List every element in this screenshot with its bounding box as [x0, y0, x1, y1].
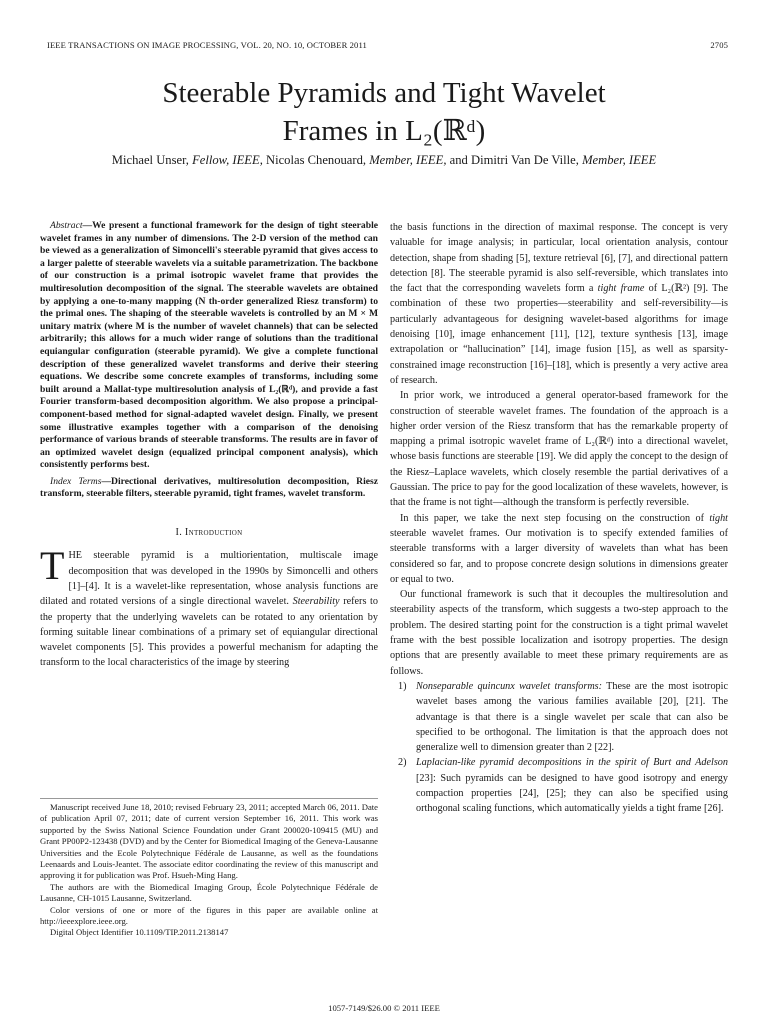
footnote-color: Color versions of one or more of the figures in this paper are available online at http://ieeexplore.ieee.org.: [40, 904, 378, 927]
author-1-name: Michael Unser,: [111, 153, 189, 167]
author-list: [0, 153, 768, 168]
drop-cap: T: [40, 543, 65, 589]
right-p3-text-b: steerable wavelet frames. Our motivation is to specify extended families of steerable transforms with a larger diversity of wavelets than what has been considered so far, and to propose concrete design solutions in dimensions greater or equal to two.: [390, 527, 728, 585]
right-p1-text-a: the basis functions in the direction of maximal response. The concept is very valuable for image analysis; in particular, local orientation analysis, contour detection, shape from shading [5], texture retrieval [6], [7], and directional pattern detection [8]. The steerable pyramid is also self-reversible, which translates into the fact that the corresponding wavelets form a: [390, 222, 728, 295]
abstract: [40, 220, 378, 472]
abstract-lead: Abstract: [50, 220, 83, 231]
footnote-doi: Digital Object Identifier 10.1109/TIP.2011.2138147: [50, 927, 229, 938]
intro-steerability: Steerability: [292, 596, 340, 608]
list-item-lead: Laplacian-like pyramid decompositions in the spirit of Burt and Adelson: [416, 757, 728, 769]
right-column: [390, 220, 728, 817]
list-item: [390, 679, 728, 755]
footnote-affiliation: The authors are with the Biomedical Imaging Group, École Polytechnique Fédérale de Lausanne, CH-1015 Lausanne, Switzerland.: [40, 881, 378, 904]
index-terms-lead: Index Terms: [50, 475, 102, 487]
abstract-text: —We present a functional framework for the design of tight steerable wavelet frames in any number of dimensions. The 2-D version of the method can be viewed as a generalization of Simoncelli's steerable pyramid that gives access to a larger palette of steerable wavelets via a suitable parametrization. The backbone of our construction is a primal isotropic wavelet frame that provides the multiresolution decomposition of the signal. The steerable wavelets are obtained by applying a one-to-many mapping (N th-order generalized Riesz transform) to the primal ones. The shaping of the steerable wavelets is controlled by an M × M unitary matrix (where M is the number of wavelet channels) that can be selected arbitrarily; this allows for a much wider range of solutions than the traditional equiangular configuration (steerable pyramid). We give a complete functional description of these generalized wavelet transforms and derive their steering equations. We describe some concrete examples of transforms, including some built around a Mallat-type multiresolution analysis of L₂(ℝᵈ), and provide a fast Fourier transform-based decomposition algorithm. We also propose a principal-component-based method for signal-adapted wavelet design. Finally, we present some illustrative examples together with a comparison of the denoising performance of various brands of steerable transforms. The results are in favor of an optimized wavelet design (equalized principal component analysis), which consistently performs best.: [40, 220, 378, 471]
footnote-rule: [40, 798, 378, 799]
footnote-manuscript: Manuscript received June 18, 2010; revised February 23, 2011; accepted March 06, 2011. Date of publication April 07, 2011; date of current version September 16, 2011. This work was supported by the Swiss National Science Foundation under Grant 200020-109415 (MU) and Grant PP00P2-123438 (DVD) and by the Center for Biomedical Imaging of the Geneva-Lausanne Universities and the Ecole Polytechnique Fédérale de Lausanne, as well as the foundations Leenaards and Louis-Jeantet. The associate editor coordinating the review of this manuscript and approving it for publication was Prof. Hsueh-Ming Hang.: [40, 802, 378, 881]
running-head: [47, 40, 728, 54]
author-2-name: Nicolas Chenouard,: [266, 153, 367, 167]
section-heading: [40, 525, 378, 540]
right-p3-emph: tight: [709, 512, 728, 524]
right-paragraph-1: [390, 220, 728, 388]
design-options-list: [390, 679, 728, 817]
list-item-number: 2): [398, 757, 407, 769]
index-terms: [40, 476, 378, 501]
intro-text-1: HE steerable pyramid is a multiorientation, multiscale image decomposition that was developed in the 1990s by Simoncelli and others [1]–[4]. It is a wavelet-like representation, whose analysis functions are dilated and rotated versions of a single directional wavelet.: [40, 550, 378, 608]
right-paragraph-2: In prior work, we introduced a general operator-based framework for the construction of steerable wavelet frames. The foundation of the approach is a higher order version of the Riesz transform that has the remarkable property of mapping a primal isotropic wavelet frame of L₂(ℝᵈ) into a directional wavelet, whose basis functions are steerable [19]. We did apply the concept to the design of the Riesz–Laplace wavelets, which closely resemble the partial derivatives of a Gaussian. The price to pay for the good localization of these wavelets, however, is that the frame is not tight—although the transform is perfectly reversible.: [390, 390, 728, 509]
author-2-role: Member, IEEE,: [369, 153, 447, 167]
right-paragraph-3: [390, 511, 728, 587]
right-p1-emph: tight frame: [597, 283, 645, 295]
list-item-text: [23]: Such pyramids can be designed to have good isotropy and energy compaction properties [24], [25]; they can also be specified using orthogonal scaling functions, which automatically yields a tight frame [26].: [416, 772, 728, 815]
author-and: and: [449, 153, 468, 167]
title-line-2: Frames in L₂(ℝᵈ): [282, 115, 486, 147]
right-p3-text-a: In this paper, we take the next step focusing on the construction of: [400, 512, 710, 524]
intro-paragraph: [40, 543, 378, 670]
author-1-role: Fellow, IEEE,: [192, 153, 263, 167]
list-item: [390, 755, 728, 816]
title-line-1: Steerable Pyramids and Tight Wavelet: [162, 77, 606, 109]
left-column: [40, 220, 378, 671]
author-3-name: Dimitri Van De Ville,: [470, 153, 579, 167]
author-3-role: Member, IEEE: [582, 153, 657, 167]
journal-name: IEEE TRANSACTIONS ON IMAGE PROCESSING, VOL. 20, NO. 10, OCTOBER 2011: [47, 40, 367, 50]
right-paragraph-4: Our functional framework is such that it decouples the multiresolution and steerability aspects of the transform, which suggests a two-step approach to the problem. The desired starting point for the construction is a tight primal wavelet frame with the best possible localization and isotropy properties. The design options that are presently available to meet these primary requirements are as follows.: [390, 589, 728, 677]
index-terms-text: —Directional derivatives, multiresolution decomposition, Riesz transform, steerable filters, steerable pyramid, tight frames, wavelet transform.: [40, 475, 379, 500]
right-p1-text-b: of L₂(ℝ²) [9]. The combination of these two properties—steerability and self-reversibility—is particularly advantageous for designing wavelet-based algorithms for image denoising [10], image enhancement [11], [12], texture synthesis [13], image extrapolation or “hallucination” [14], image fusion [15], as well as sparsity-constrained image reconstruction [16]–[18], which is presently a very active area of research.: [390, 283, 728, 386]
copyright-line: 1057-7149/$26.00 © 2011 IEEE: [328, 1003, 440, 1013]
list-item-number: 1): [398, 680, 407, 692]
list-item-text: These are the most isotropic wavelet bases among the various families available [20], [21]. The advantage is that there is a single wavelet per scale that can also be specified to be orthogonal. The limitation is that the approach does not generalize well to dimension greater than 2 [22].: [416, 680, 728, 754]
section-number: I.: [175, 527, 183, 539]
page-number: 2705: [710, 40, 728, 50]
list-item-lead: Nonseparable quincunx wavelet transforms:: [416, 680, 603, 692]
section-title: Introduction: [184, 527, 243, 539]
footnotes: [40, 798, 378, 939]
intro-text-2: refers to the property that the underlying wavelets can be rotated to any orientation by forming suitable linear combinations of a primary set of equiangular directional wavelet components [5]. This provides a powerful mechanism for adapting the transform to the local characteristics of the image by steering: [40, 596, 378, 669]
paper-title: [0, 74, 768, 150]
